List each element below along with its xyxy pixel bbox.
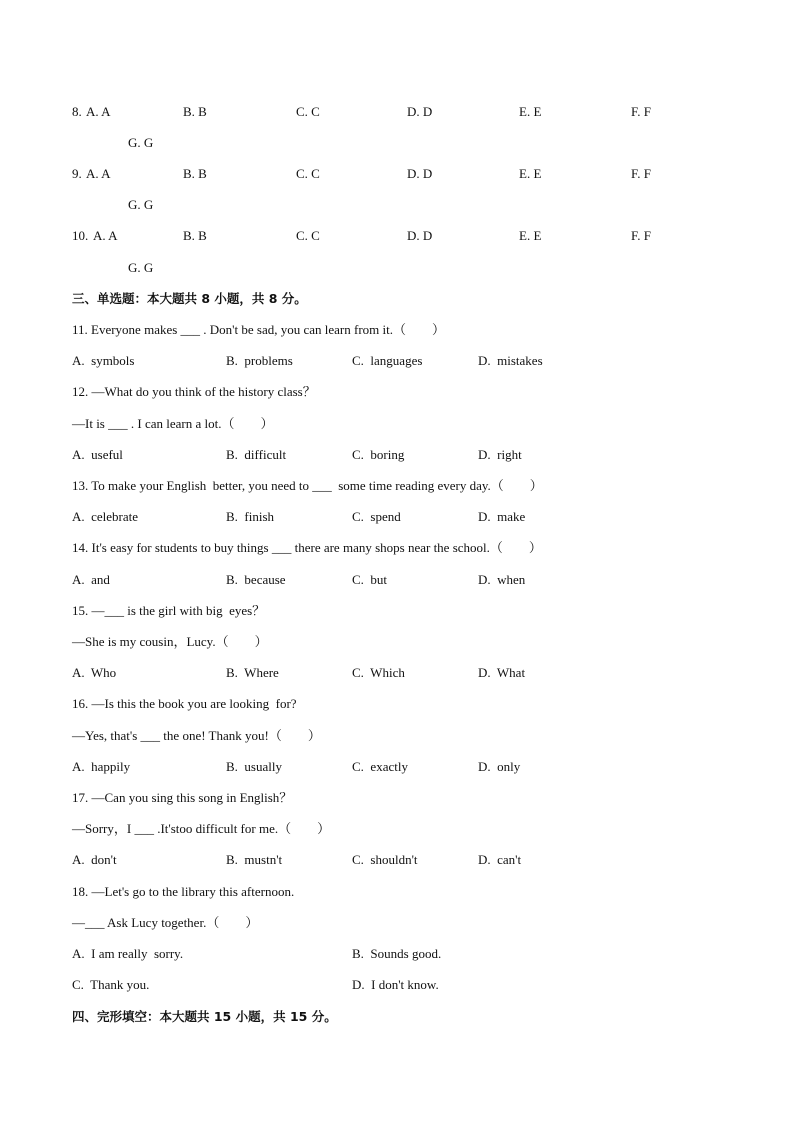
option-a: A. and [72, 572, 110, 587]
option-a: A. useful [72, 447, 123, 462]
option-b: B. Sounds good. [352, 946, 442, 961]
option-c: C. boring [352, 447, 405, 462]
option-a: A. symbols [72, 353, 135, 368]
option-d: D. D [407, 166, 433, 181]
option-b: B. problems [226, 353, 293, 368]
option-d: D. I don't know. [352, 977, 439, 992]
question-15-options [0, 663, 794, 683]
option-d: D. mistakes [478, 353, 543, 368]
option-e: E. E [519, 104, 542, 119]
question-18-stem [0, 882, 794, 902]
question-14-stem [0, 538, 794, 558]
question-text: 11. Everyone makes ___ . Don't be sad, you can learn from it.（ ） [72, 322, 445, 337]
option-d: D. right [478, 447, 522, 462]
option-b: B. finish [226, 509, 275, 524]
option-d: D. only [478, 759, 521, 774]
option-b: B. B [183, 166, 207, 181]
question-14-options [0, 570, 794, 590]
option-b: B. difficult [226, 447, 287, 462]
question-16-stem [0, 694, 794, 714]
question-18-options-row1 [0, 944, 794, 964]
option-c: C. Thank you. [72, 977, 150, 992]
question-13-options [0, 507, 794, 527]
section-3-heading [0, 289, 794, 309]
option-a: A. Who [72, 665, 117, 680]
question-text: —Yes, that's ___ the one! Thank you!（ ） [72, 728, 321, 743]
question-text: 14. It's easy for students to buy things ___ there are many shops near the school.（ ） [72, 540, 542, 555]
question-11-options [0, 351, 794, 371]
question-12-response [0, 414, 794, 434]
question-15-stem [0, 601, 794, 621]
option-b: B. B [183, 104, 207, 119]
question-text: 16. —Is this the book you are looking for? [72, 696, 297, 711]
option-a: A. A [86, 104, 111, 119]
question-12-options [0, 445, 794, 465]
option-b: B. mustn't [226, 852, 283, 867]
question-8-options-extra [0, 133, 794, 153]
option-c: C. C [296, 166, 320, 181]
question-13-stem [0, 476, 794, 496]
question-18-response [0, 913, 794, 933]
question-text: —She is my cousin，Lucy.（ ） [72, 634, 268, 649]
option-a: A. A [86, 166, 111, 181]
option-c: C. Which [352, 665, 405, 680]
option-e: E. E [519, 166, 542, 181]
question-text: —Sorry，I ___ .It'stoo difficult for me.（ ） [72, 821, 331, 836]
option-d: D. can't [478, 852, 522, 867]
section-heading-text: 四、完形填空：本大题共 15 小题，共 15 分。 [72, 1009, 337, 1024]
question-18-options-row2 [0, 975, 794, 995]
option-g: G. G [128, 135, 154, 150]
question-10-options-extra [0, 258, 794, 278]
option-c: C. languages [352, 353, 423, 368]
option-b: B. Where [226, 665, 279, 680]
option-d: D. D [407, 104, 433, 119]
question-10-options [0, 226, 794, 246]
option-b: B. B [183, 228, 207, 243]
question-17-response [0, 819, 794, 839]
option-g: G. G [128, 197, 154, 212]
question-17-stem [0, 788, 794, 808]
question-number: 9. [72, 166, 82, 181]
option-d: D. when [478, 572, 526, 587]
option-a: A. A [93, 228, 118, 243]
question-9-options-extra [0, 195, 794, 215]
question-text: 17. —Can you sing this song in English？ [72, 790, 293, 805]
option-c: C. but [352, 572, 388, 587]
option-a: A. happily [72, 759, 131, 774]
option-a: A. celebrate [72, 509, 139, 524]
question-text: 13. To make your English better, you need to ___ some time reading every day.（ ） [72, 478, 543, 493]
question-text: 12. —What do you think of the history class？ [72, 384, 316, 399]
question-16-options [0, 757, 794, 777]
option-d: D. D [407, 228, 433, 243]
option-f: F. F [631, 228, 651, 243]
question-text: 18. —Let's go to the library this afternoon. [72, 884, 295, 899]
option-f: F. F [631, 104, 651, 119]
option-c: C. C [296, 228, 320, 243]
question-12-stem [0, 382, 794, 402]
question-text: —___ Ask Lucy together.（ ） [72, 915, 259, 930]
option-c: C. C [296, 104, 320, 119]
section-heading-text: 三、单选题：本大题共 8 小题，共 8 分。 [72, 291, 307, 306]
question-number: 8. [72, 104, 82, 119]
option-c: C. exactly [352, 759, 408, 774]
question-text: 15. —___ is the girl with big eyes？ [72, 603, 266, 618]
option-c: C. spend [352, 509, 401, 524]
option-c: C. shouldn't [352, 852, 418, 867]
option-d: D. What [478, 665, 526, 680]
question-15-response [0, 632, 794, 652]
option-a: A. don't [72, 852, 117, 867]
question-11-stem [0, 320, 794, 340]
section-4-heading [0, 1007, 794, 1027]
question-9-options [0, 164, 794, 184]
option-g: G. G [128, 260, 154, 275]
question-17-options [0, 850, 794, 870]
option-a: A. I am really sorry. [72, 946, 184, 961]
option-e: E. E [519, 228, 542, 243]
option-b: B. usually [226, 759, 282, 774]
question-16-response [0, 726, 794, 746]
question-number: 10. [72, 228, 89, 243]
question-text: —It is ___ . I can learn a lot.（ ） [72, 416, 274, 431]
option-d: D. make [478, 509, 526, 524]
question-8-options [0, 102, 794, 122]
option-b: B. because [226, 572, 286, 587]
option-f: F. F [631, 166, 651, 181]
